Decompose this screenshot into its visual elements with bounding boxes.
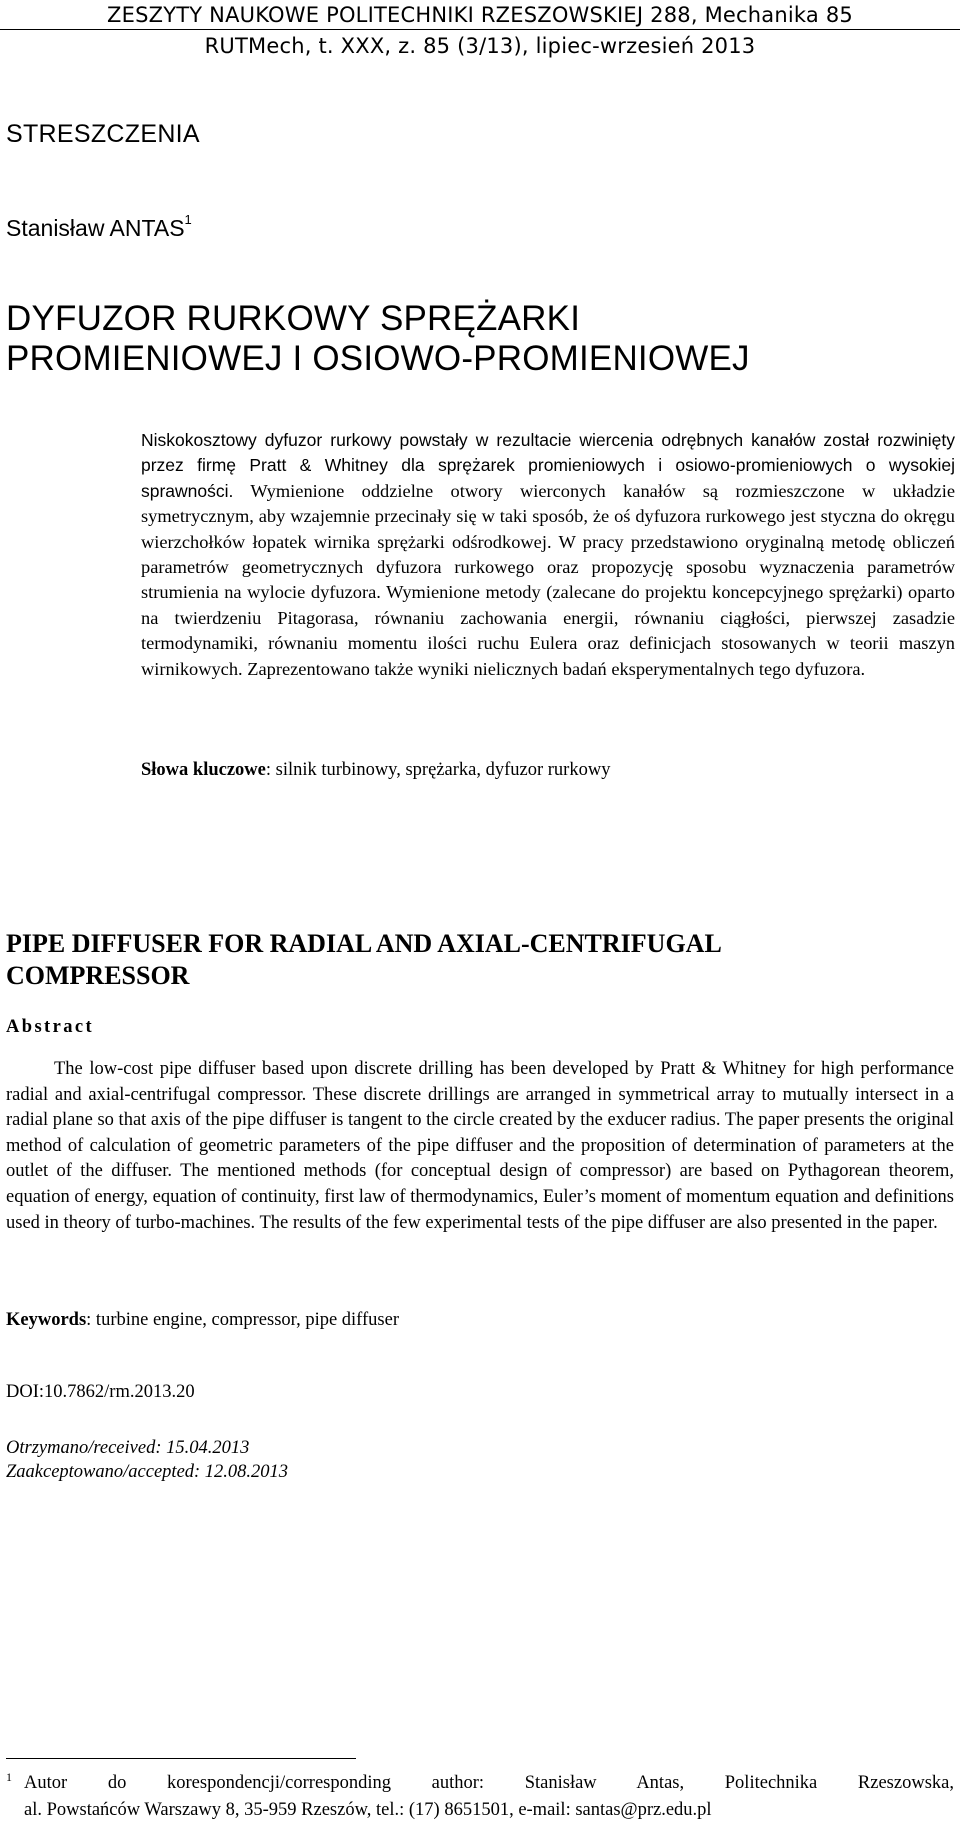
doi: DOI:10.7862/rm.2013.20: [6, 1382, 195, 1402]
author-name: Stanisław ANTAS: [6, 215, 185, 241]
polish-title-line1: DYFUZOR RURKOWY SPRĘŻARKI: [6, 299, 581, 338]
received-date: Otrzymano/received: 15.04.2013: [6, 1438, 250, 1458]
english-keywords-text: : turbine engine, compressor, pipe diffuser: [86, 1310, 399, 1330]
author-footnote-mark: 1: [184, 212, 192, 227]
footnote-line2: al. Powstańców Warszawy 8, 35-959 Rzeszów, tel.: (17) 8651501, e-mail: santas@prz.edu.pl: [24, 1800, 712, 1820]
english-abstract: The low-cost pipe diffuser based upon discrete drilling has been developed by Pratt & Whitney for high performance radial and axial-centrifugal compressor. These discrete drillings are arranged in symmetrical array to mutually intersect in a radial plane so that axis of the pipe diffuser is tangent to the circle created by the exducer radius. The paper presents the original method of calculation of geometric parameters of the pipe diffuser and the proposition of determination of parameters at the outlet of the diffuser. The mentioned methods (for conceptual design of compressor) are based on Pythagorean theorem, equation of energy, equation of continuity, first law of thermodynamics, Euler’s moment of momentum equation and definitions used in theory of turbo-machines. The results of the few experimental tests of the pipe diffuser are also presented in the paper.: [6, 1059, 954, 1233]
journal-header-line2: RUTMech, t. XXX, z. 85 (3/13), lipiec-wrzesień 2013: [204, 34, 756, 58]
english-keywords: [6, 1310, 399, 1331]
section-label: STRESZCZENIA: [6, 120, 200, 148]
footnote: [6, 1770, 954, 1824]
english-title-line1: PIPE DIFFUSER FOR RADIAL AND AXIAL-CENTRIFUGAL: [6, 929, 722, 958]
polish-keywords-label: Słowa kluczowe: [141, 760, 266, 780]
dates: [6, 1436, 288, 1484]
accepted-date: Zaakceptowano/accepted: 12.08.2013: [6, 1462, 289, 1482]
polish-abstract: [141, 428, 955, 682]
abstract-heading: Abstract: [6, 1017, 95, 1037]
footnote-mark: 1: [6, 1770, 12, 1784]
english-title-line2: COMPRESSOR: [6, 961, 190, 990]
polish-abstract-part2: Wymienione oddzielne otwory wierconych kanałów są rozmieszczone w układzie symetrycznym, aby wzajemnie przecinały się w taki sposób, że oś dyfuzora rurkowego jest styczna do okręgu wierzchołków łopatek wirnika sprężarki odśrodkowej. W pracy przedstawiono oryginalną metodę obliczeń parametrów geometrycznych dyfuzora rurkowego oraz propozycję sposobu wyznaczenia parametrów strumienia na wylocie dyfuzora. Wymienione metody (zalecane do projektu koncepcyjnego sprężarki) oparto na twierdzeniu Pitagorasa, równaniu zachowania energii, równaniu ciągłości, pierwszej zasadzie termodynamiki, równaniu momentu ilości ruchu Eulera oraz definicjach stosowanych w teorii maszyn wirnikowych. Zaprezentowano także wyniki nielicznych badań eksperymentalnych tego dyfuzora.: [141, 480, 955, 679]
polish-title-line2: PROMIENIOWEJ I OSIOWO-PROMIENIOWEJ: [6, 339, 750, 378]
english-title: [6, 928, 956, 992]
header-rule: [0, 29, 960, 30]
polish-title: [6, 299, 956, 379]
author: [6, 212, 192, 242]
footnote-line1: Autor do korespondencji/corresponding author: Stanisław Antas, Politechnika Rzeszowska,: [24, 1773, 954, 1793]
polish-abstract-part1: Niskokosztowy dyfuzor rurkowy powstały w rezultacie wiercenia odrębnych kanałów został rozwinięty przez firmę Pratt & Whitney dla sprężarek promieniowych i osiowo-promieniowych o wysokiej sprawności.: [141, 430, 955, 501]
polish-keywords: [141, 760, 610, 781]
english-keywords-label: Keywords: [6, 1310, 87, 1330]
journal-header-line1: ZESZYTY NAUKOWE POLITECHNIKI RZESZOWSKIEJ 288, Mechanika 85: [107, 3, 853, 27]
polish-keywords-text: : silnik turbinowy, sprężarka, dyfuzor rurkowy: [265, 760, 611, 780]
journal-header: [0, 0, 960, 62]
footnote-rule: [6, 1758, 356, 1759]
